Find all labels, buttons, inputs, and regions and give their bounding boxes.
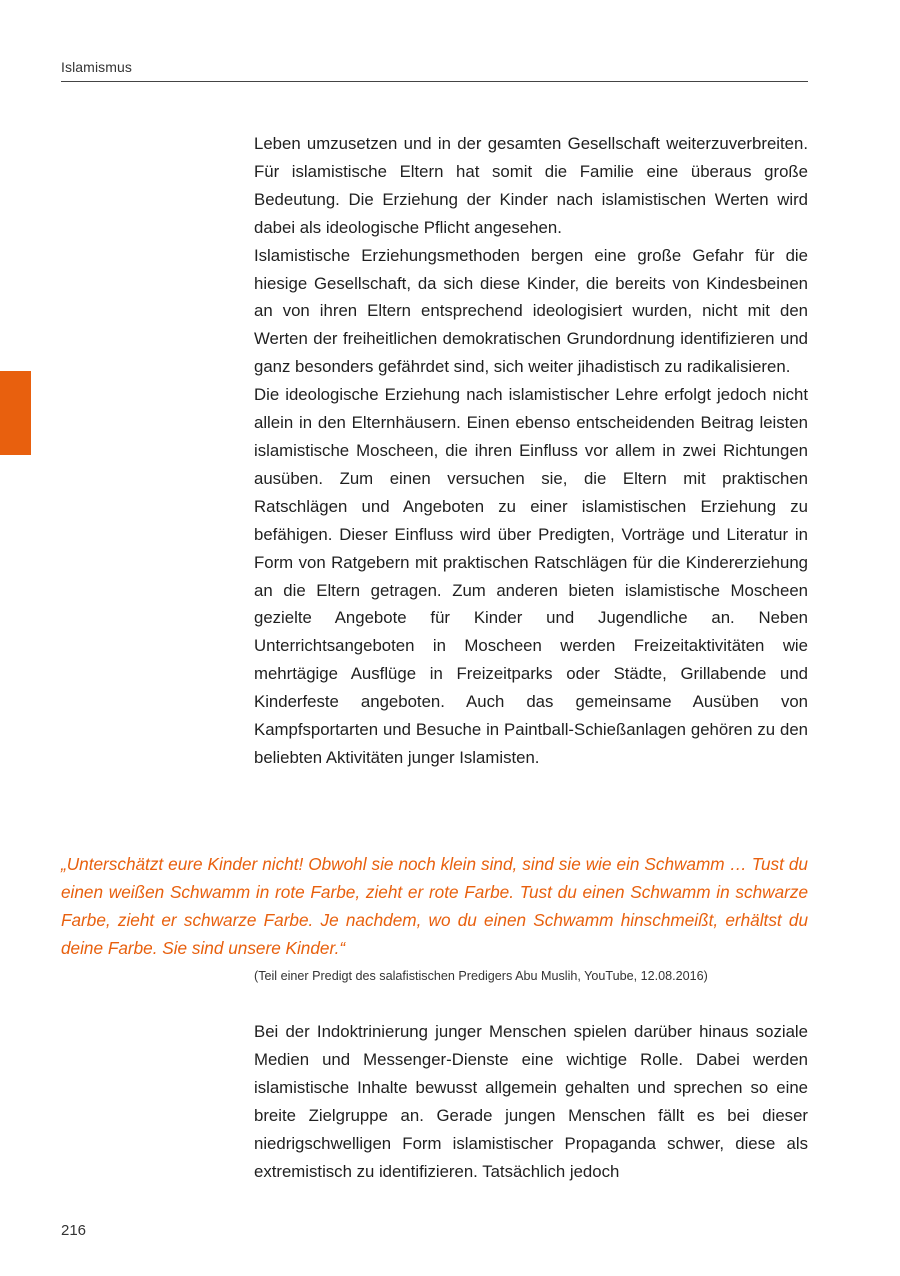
header-rule: [61, 81, 808, 82]
chapter-color-tab: [0, 371, 31, 455]
page-number: 216: [61, 1222, 87, 1239]
quote-source: (Teil einer Predigt des salafistischen Predigers Abu Muslih, YouTube, 12.08.2016): [254, 969, 708, 983]
pull-quote: „Unterschätzt eure Kinder nicht! Obwohl sie noch klein sind, sind sie wie ein Schwamm … Tust du einen weißen Schwamm in rote Farbe, zieht er rote Farbe. Tust du einen Schwamm in schwarze Farbe, zieht er schwarze Farbe. Je nachdem, wo du einen Schwamm hinschmeißt, erhältst du deine Farbe. Sie sind unsere Kinder.“: [61, 854, 808, 958]
running-title: Islamismus: [61, 59, 133, 75]
body-paragraph: Leben umzusetzen und in der gesamten Gesellschaft weiterzuverbreiten. Für islamistische Eltern hat somit die Familie eine überaus große Bedeutung. Die Erziehung der Kinder nach islamistischen Werten wird dabei als ideologische Pflicht angesehen.: [254, 134, 808, 237]
body-text-column: [254, 130, 808, 772]
body-text-column-continued: [254, 1018, 808, 1185]
body-paragraph: Islamistische Erziehungsmethoden bergen eine große Gefahr für die hiesige Gesellschaft, da sich diese Kinder, die bereits von Kindesbeinen an von ihren Eltern entsprechend ideologisiert wurden, nicht mit den Werten der freiheitlichen demokratischen Grundordnung identifizieren und ganz besonders gefährdet sind, sich weiter jihadistisch zu radikalisieren.: [254, 245, 808, 377]
body-paragraph: Die ideologische Erziehung nach islamistischer Lehre erfolgt jedoch nicht allein in den Elternhäusern. Einen ebenso entscheidenden Beitrag leisten islamistische Moscheen, die ihren Einfluss vor allem in zwei Richtungen ausüben. Zum einen versuchen sie, die Eltern mit praktischen Ratschlägen und Angeboten zu einer islamistischen Erziehung zu befähigen. Dieser Einfluss wird über Predigten, Vorträge und Literatur in Form von Ratgebern mit praktischen Ratschlägen für die Kindererziehung an die Eltern getragen. Zum anderen bieten islamistische Moscheen gezielte Angebote für Kinder und Jugendliche an. Neben Unterrichtsangeboten in Moscheen werden Freizeitaktivitäten wie mehrtägige Ausflüge in Freizeitparks oder Städte, Grillabende und Kinderfeste angeboten. Auch das gemeinsame Ausüben von Kampfsportarten und Besuche in Paintball-Schießanlagen gehören zu den beliebten Aktivitäten junger Islamisten.: [254, 385, 808, 767]
body-paragraph: Bei der Indoktrinierung junger Menschen spielen darüber hinaus soziale Medien und Messenger-Dienste eine wichtige Rolle. Dabei werden islamistische Inhalte bewusst allgemein gehalten und sprechen so eine breite Zielgruppe an. Gerade jungen Menschen fällt es bei dieser niedrigschwelligen Form islamistischer Propaganda schwer, diese als extremistisch zu identifizieren. Tatsächlich jedoch: [254, 1022, 808, 1181]
